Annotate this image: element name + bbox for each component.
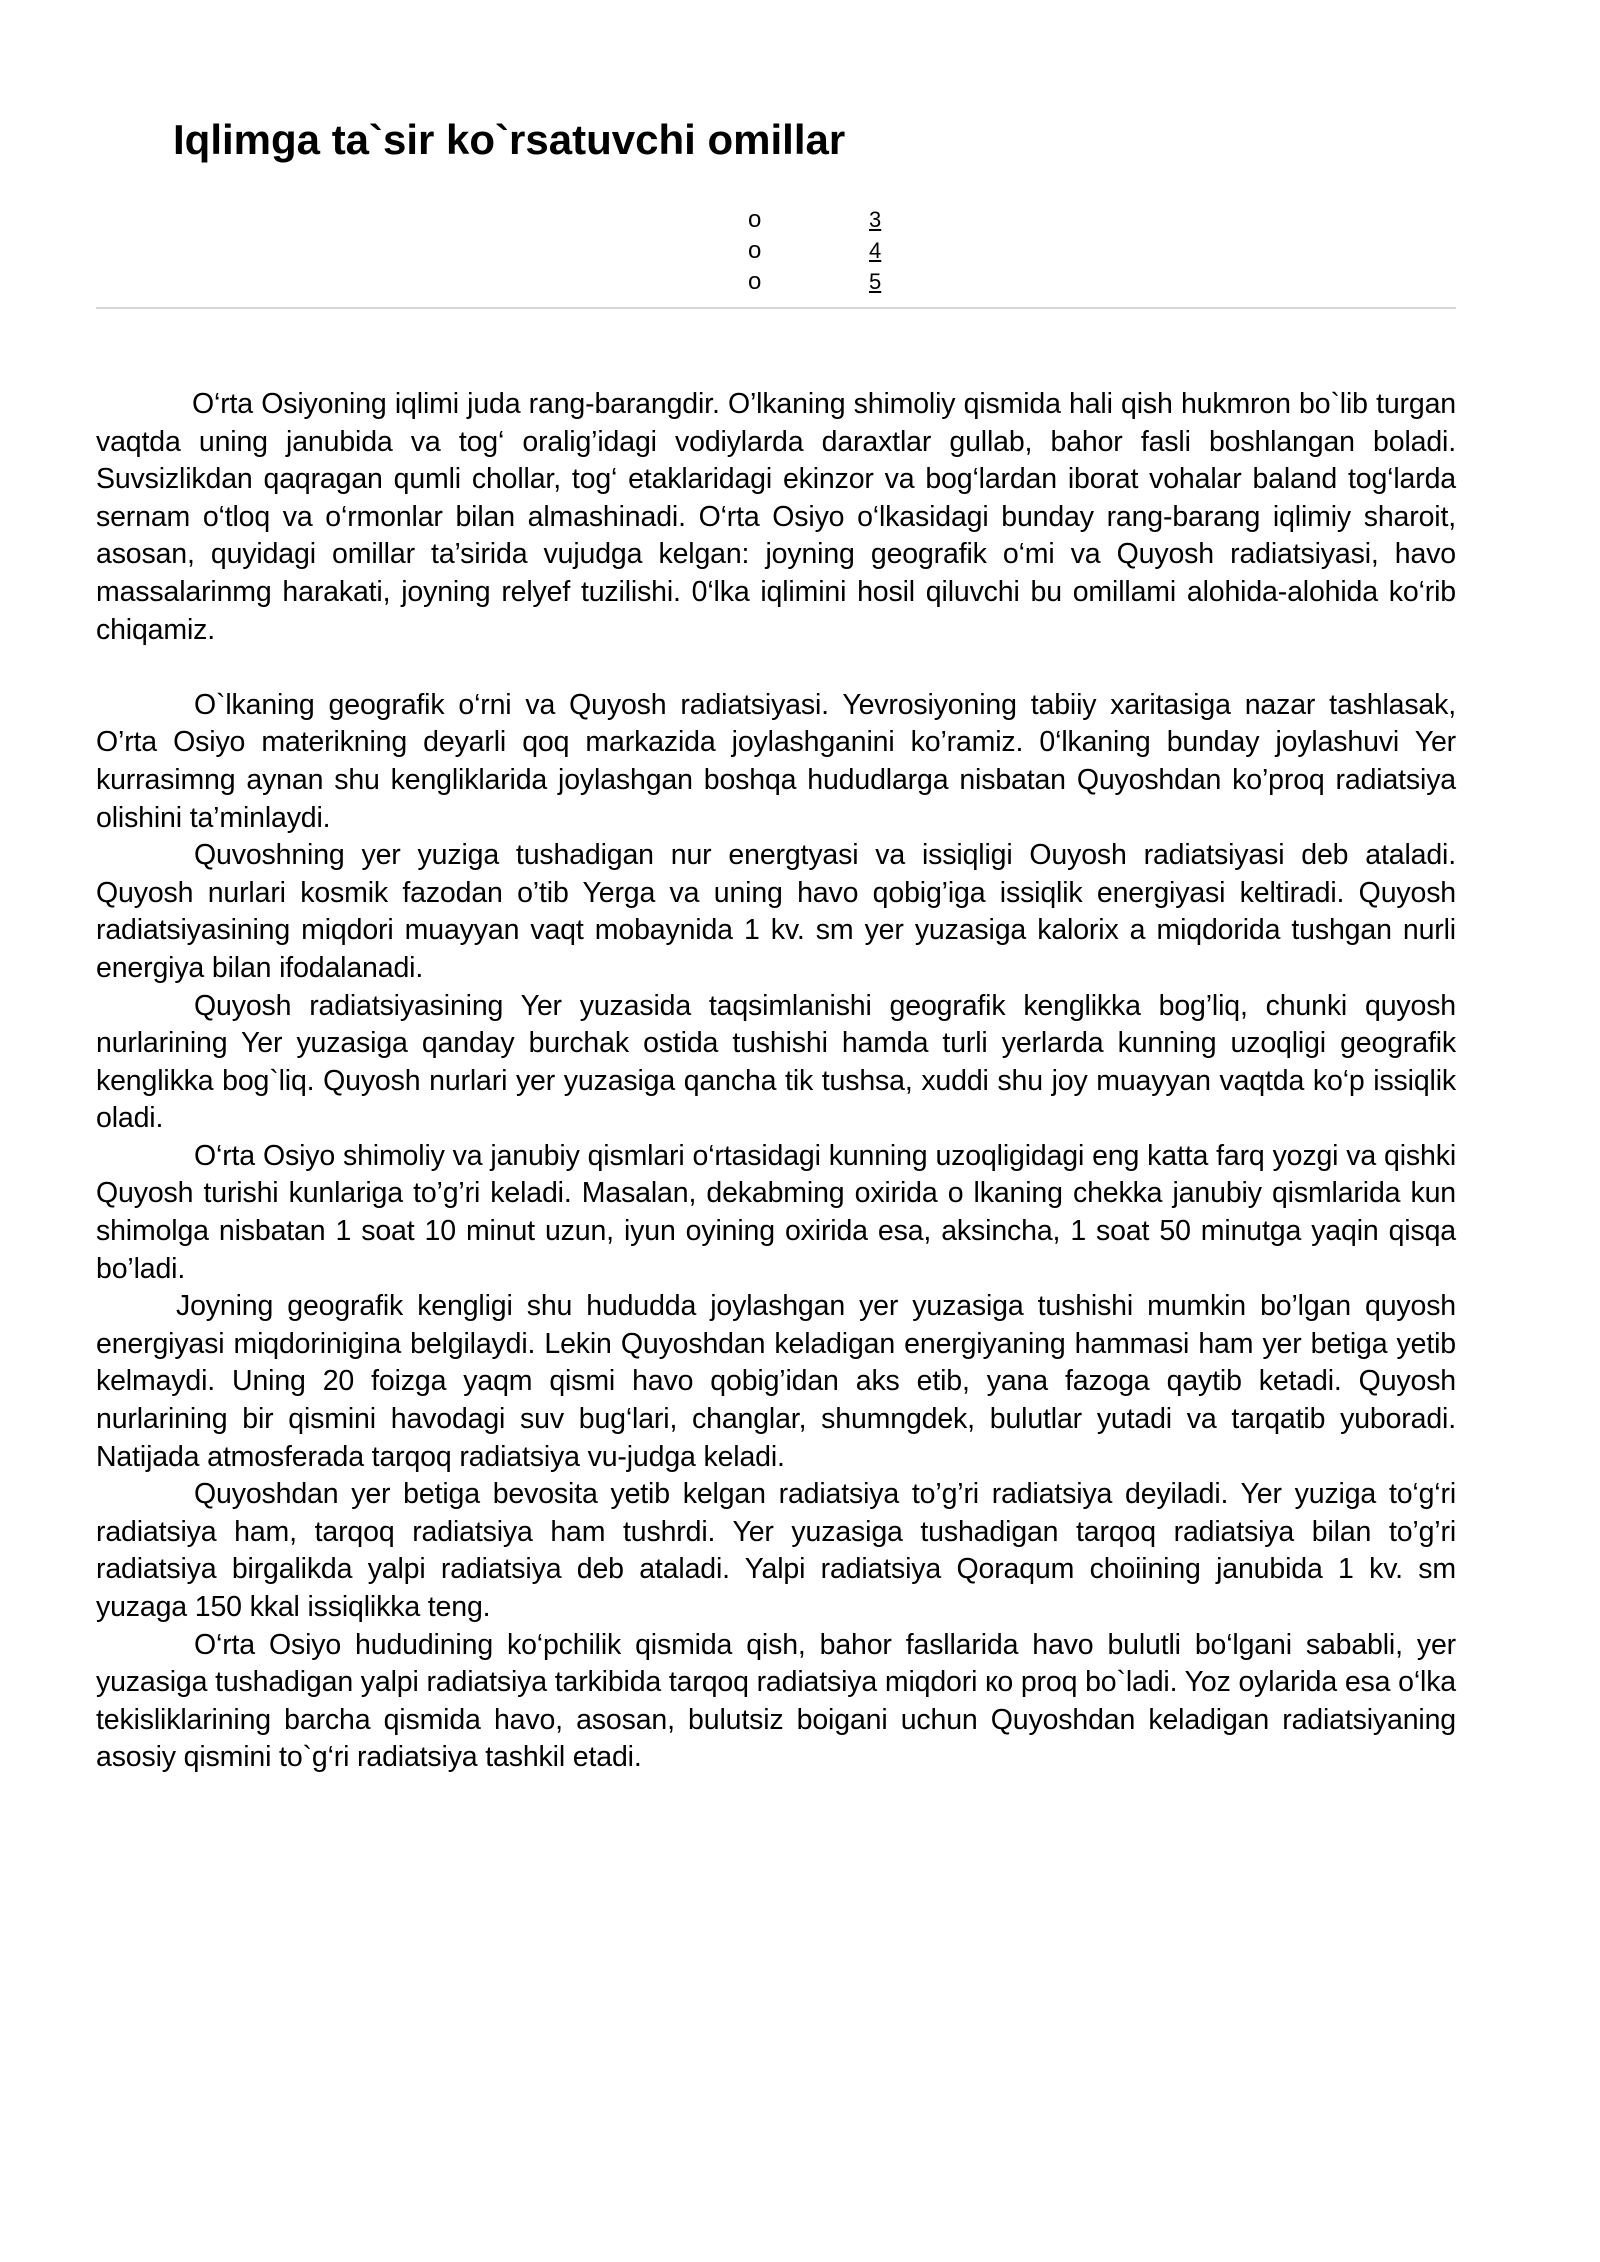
article-body — [96, 386, 1456, 1777]
paragraph: O`lkaning geografik o‘rni va Quyosh radiatsiyasi. Yevrosiyoning tabiiy xaritasiga nazar tashlasak, O’rta Osiyo materikning deyarli qoq markazida joylashganini ko’ramiz. 0‘lkaning bunday joylashuvi Yer kurrasimng aynan shu kengliklarida joylashgan boshqa hududlarga nisbatan Quyoshdan ko’proq radiatsiya olishini ta’minlaydi. — [96, 688, 1456, 834]
paragraph: O‘rta Osiyo hududining ko‘pchilik qismida qish, bahor fasllarida havo bulutli bo‘lgani sababli, yer yuzasiga tushadigan yalpi radiatsiya tarkibida tarqoq radiatsiya miqdori кo proq bo`ladi. Yoz oylarida esa o‘lka tekisliklarining barcha qismida havo, asosan, bulutsiz boigani uchun Quyoshdan keladigan radiatsiyaning asosiy qismini to`g‘ri radiatsiya tashkil etadi. — [96, 1628, 1456, 1774]
horizontal-divider — [96, 307, 1456, 309]
paragraph: Quvoshning yer yuziga tushadigan nur energtyasi va issiqligi Ouyosh radiatsiyasi deb ataladi. Quyosh nurlari kosmik fazodan o’tib Yerga va uning havo qobig’iga issiqlik energiyasi keltiradi. Quyosh radiatsiyasining miqdori muayyan vaqt mobaynida 1 kv. sm yer yuzasiga kalorix a miqdorida tushgan nurli energiya bilan ifodalanadi. — [96, 839, 1456, 984]
page-link-3[interactable]: 3 — [869, 207, 882, 232]
page-title: Iqlimga ta`sir ko`rsatuvchi omillar — [173, 116, 846, 163]
paragraph: Quyoshdan yer betiga bevosita yetib kelgan radiatsiya to’g’ri radiatsiya deyiladi. Yer yuziga to‘g‘ri radiatsiya ham, tarqoq radiatsiya ham tushrdi. Yer yuzasiga tushadigan tarqoq radiatsiya bilan to’g’ri radiatsiya birgalikda yalpi radiatsiya deb ataladi. Yalpi radiatsiya Qoraqum choiining janubida 1 kv. sm yuzaga 150 kkal issiqlikka teng. — [96, 1478, 1456, 1623]
page-link-5[interactable]: 5 — [869, 269, 882, 294]
paragraph: O‘rta Osiyoning iqlimi juda rang-barangdir. O’lkaning shimoliy qismida hali qish hukmron bo`lib turgan vaqtda uning janubida va tog‘ oralig’idagi vodiylarda daraxtlar gullab, bahor fasli boshlangan boladi. Suvsizlikdan qaqragan qumli chollar, tog‘ etaklaridagi ekinzor va bog‘lardan iborat vohalar baland tog‘larda sernam o‘tloq va o‘rmonlar bilan almashinadi. O‘rta Osiyo o‘lkasidagi bunday rang-barang iqlimiy sharoit, asosan, quyidagi omillar ta’sirida vujudga kelgan: joyning geografik o‘mi va Quyosh radiatsiyasi, havo massalarinmg harakati, joyning relyef tuzilishi. 0‘lka iqlimini hosil qiluvchi bu omillami alohida-alohida ko‘rib chiqamiz. — [96, 388, 1456, 646]
page-link-item — [748, 266, 881, 297]
paragraph: Quyosh radiatsiyasining Yer yuzasida taqsimlanishi geografik kenglikka bog’liq, chunki quyosh nurlarining Yer yuzasiga qanday burchak ostida tushishi hamda turli yerlarda kunning uzoqligi geografik kenglikka bog`liq. Quyosh nurlari yer yuzasiga qancha tik tushsa, xuddi shu joy muayyan vaqtda ko‘p issiqlik oladi. — [96, 989, 1456, 1135]
page-link-4[interactable]: 4 — [869, 238, 882, 263]
list-bullet: o — [748, 237, 762, 264]
paragraph: O‘rta Osiyo shimoliy va janubiy qismlari o‘rtasidagi kunning uzoqligidagi eng katta farq yozgi va qishki Quyosh turishi kunlariga to’g’ri keladi. Masalan, dekabming oxirida o lkaning chekka janubiy qismlarida kun shimolga nisbatan 1 soat 10 minut uzun, iyun oyining oxirida esa, aksincha, 1 soat 50 minutga yaqin qisqa bo’ladi. — [96, 1139, 1456, 1285]
list-bullet: o — [748, 206, 762, 233]
page-link-list — [748, 204, 881, 297]
list-bullet: o — [748, 268, 762, 295]
page-link-item — [748, 204, 881, 235]
page-link-item — [748, 235, 881, 266]
paragraph: Joyning geografik kengligi shu hududda joylashgan yer yuzasiga tushishi mumkin bo’lgan quyosh energiyasi miqdorinigina belgilaydi. Lekin Quyoshdan keladigan energiyaning hammasi ham yer betiga yetib kelmaydi. Uning 20 foizga yaqm qismi havo qobig’idan aks etib, yana fazoga qaytib ketadi. Quyosh nurlarining bir qismini havodagi suv bug‘lari, changlar, shumngdek, bulutlar yutadi va tarqatib yuboradi. Natijada atmosferada tarqoq radiatsiya vu-judga keladi. — [96, 1290, 1456, 1473]
